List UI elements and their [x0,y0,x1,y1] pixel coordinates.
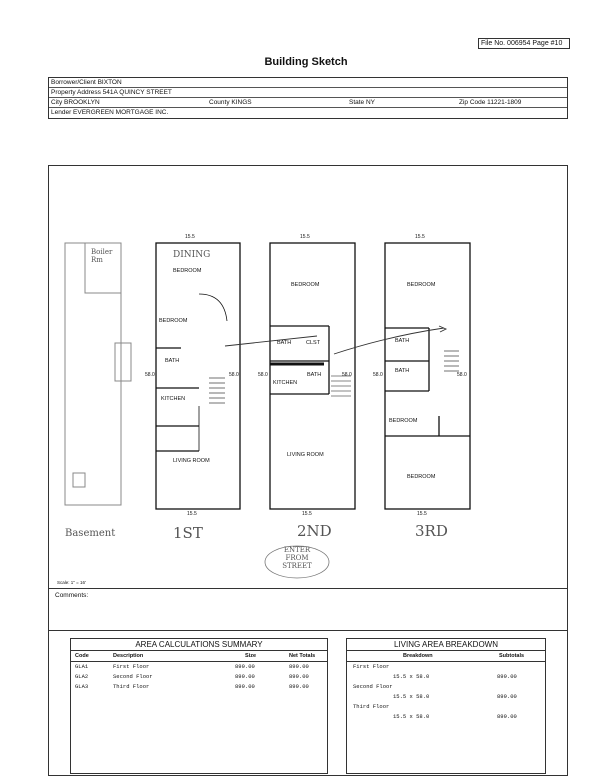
second-bottom-dim: 15.5 [302,511,312,517]
comments-label: Comments: [55,592,89,599]
table-row [71,682,327,692]
sketch-area [48,165,568,589]
third-left-dim: 58.0 [373,372,383,378]
floor-label-third: 3RD [415,522,448,540]
first-left-dim: 58.0 [145,372,155,378]
first-top-dim: 15.5 [185,234,195,240]
area-calculations-box [70,638,328,774]
third-floor-stairs [444,351,459,371]
row-size: 899.00 [235,683,255,690]
room-label: LIVING ROOM [287,452,324,458]
list-item [347,672,545,682]
room-label: BEDROOM [159,318,188,324]
lender-row [49,108,567,118]
second-floor-stairs [331,376,351,396]
room-label: BATH [395,368,410,374]
address-field: Property Address 541A QUINCY STREET [51,89,172,96]
city-row [49,98,567,108]
second-left-dim: 58.0 [258,372,268,378]
page-title: Building Sketch [264,56,348,68]
borrower-field: Borrower/Client BIXTON [51,79,122,86]
row-description: First Floor [113,663,150,670]
living-area-box [346,638,546,774]
living-breakdown-title: LIVING AREA BREAKDOWN [347,639,545,651]
area-summary-title: AREA CALCULATIONS SUMMARY [71,639,327,651]
file-number: File No. 006954 Page #10 [478,38,570,49]
floor-subtotal: 899.00 [497,713,517,720]
room-label: BEDROOM [173,268,202,274]
room-label: CLST [306,340,321,346]
floor-calc: 15.5 x 58.0 [393,673,430,680]
list-item [347,712,545,722]
floor-calc: 15.5 x 58.0 [393,713,430,720]
comments-section [48,589,568,631]
col-description: Description [113,653,144,659]
area-summary-header [71,651,327,662]
floor-label-basement: Basement [65,528,116,539]
room-label: BATH [307,372,322,378]
room-label: BATH [395,338,410,344]
floor-label-second: 2ND [297,522,332,540]
lender-field: Lender EVERGREEN MORTGAGE INC. [51,109,169,116]
room-label: BEDROOM [291,282,320,288]
third-top-dim: 15.5 [415,234,425,240]
row-description: Second Floor [113,673,153,680]
county-field: County KINGS [209,99,252,106]
col-subtotals: Subtotals [499,653,525,659]
room-label: KITCHEN [273,380,298,386]
col-breakdown: Breakdown [403,653,433,659]
row-net-total: 899.00 [289,683,309,690]
second-right-dim: 58.0 [342,372,352,378]
handwritten-note: DINING [173,250,211,260]
basement-plan [65,243,131,505]
first-right-dim: 58.0 [229,372,239,378]
col-size: Size [245,653,257,659]
handwritten-note: Boiler Rm [91,248,113,264]
list-item [347,692,545,702]
floor-calc: 15.5 x 58.0 [393,693,430,700]
row-code: GLA2 [75,673,89,680]
room-label: BEDROOM [389,418,418,424]
row-code: GLA3 [75,683,89,690]
row-net-total: 899.00 [289,663,309,670]
living-breakdown-header [347,651,545,662]
address-row [49,88,567,98]
row-code: GLA1 [75,663,89,670]
list-item [347,702,545,712]
room-label: BATH [165,358,180,364]
floor-subtotal: 899.00 [497,693,517,700]
floor-label-first: 1ST [173,524,203,542]
first-floor-plan [156,243,240,509]
row-size: 899.00 [235,663,255,670]
first-floor-stairs [209,378,225,403]
zip-field: Zip Code 11221-1809 [459,99,522,106]
col-code: Code [75,653,89,659]
third-bottom-dim: 15.5 [417,511,427,517]
city-field: City BROOKLYN [51,99,100,106]
col-net-totals: Net Totals [289,653,316,659]
table-row [71,662,327,672]
room-label: BEDROOM [407,474,436,480]
room-label: LIVING ROOM [173,458,210,464]
row-description: Third Floor [113,683,150,690]
floor-name: First Floor [353,663,390,670]
list-item [347,682,545,692]
borrower-row [49,78,567,88]
table-row [71,672,327,682]
floor-subtotal: 899.00 [497,673,517,680]
room-label: BEDROOM [407,282,436,288]
row-net-total: 899.00 [289,673,309,680]
stair-arrows [225,326,446,354]
room-label: BATH [277,340,292,346]
first-bottom-dim: 15.5 [187,511,197,517]
floor-name: Second Floor [353,683,393,690]
third-right-dim: 58.0 [457,372,467,378]
floor-name: Third Floor [353,703,390,710]
row-size: 899.00 [235,673,255,680]
second-top-dim: 15.5 [300,234,310,240]
room-label: KITCHEN [161,396,186,402]
state-field: State NY [349,99,376,106]
property-header [48,77,568,119]
scale-label: Scale: 1" = 16' [57,580,86,585]
list-item [347,662,545,672]
handwritten-note: ENTER FROM STREET [282,546,312,570]
